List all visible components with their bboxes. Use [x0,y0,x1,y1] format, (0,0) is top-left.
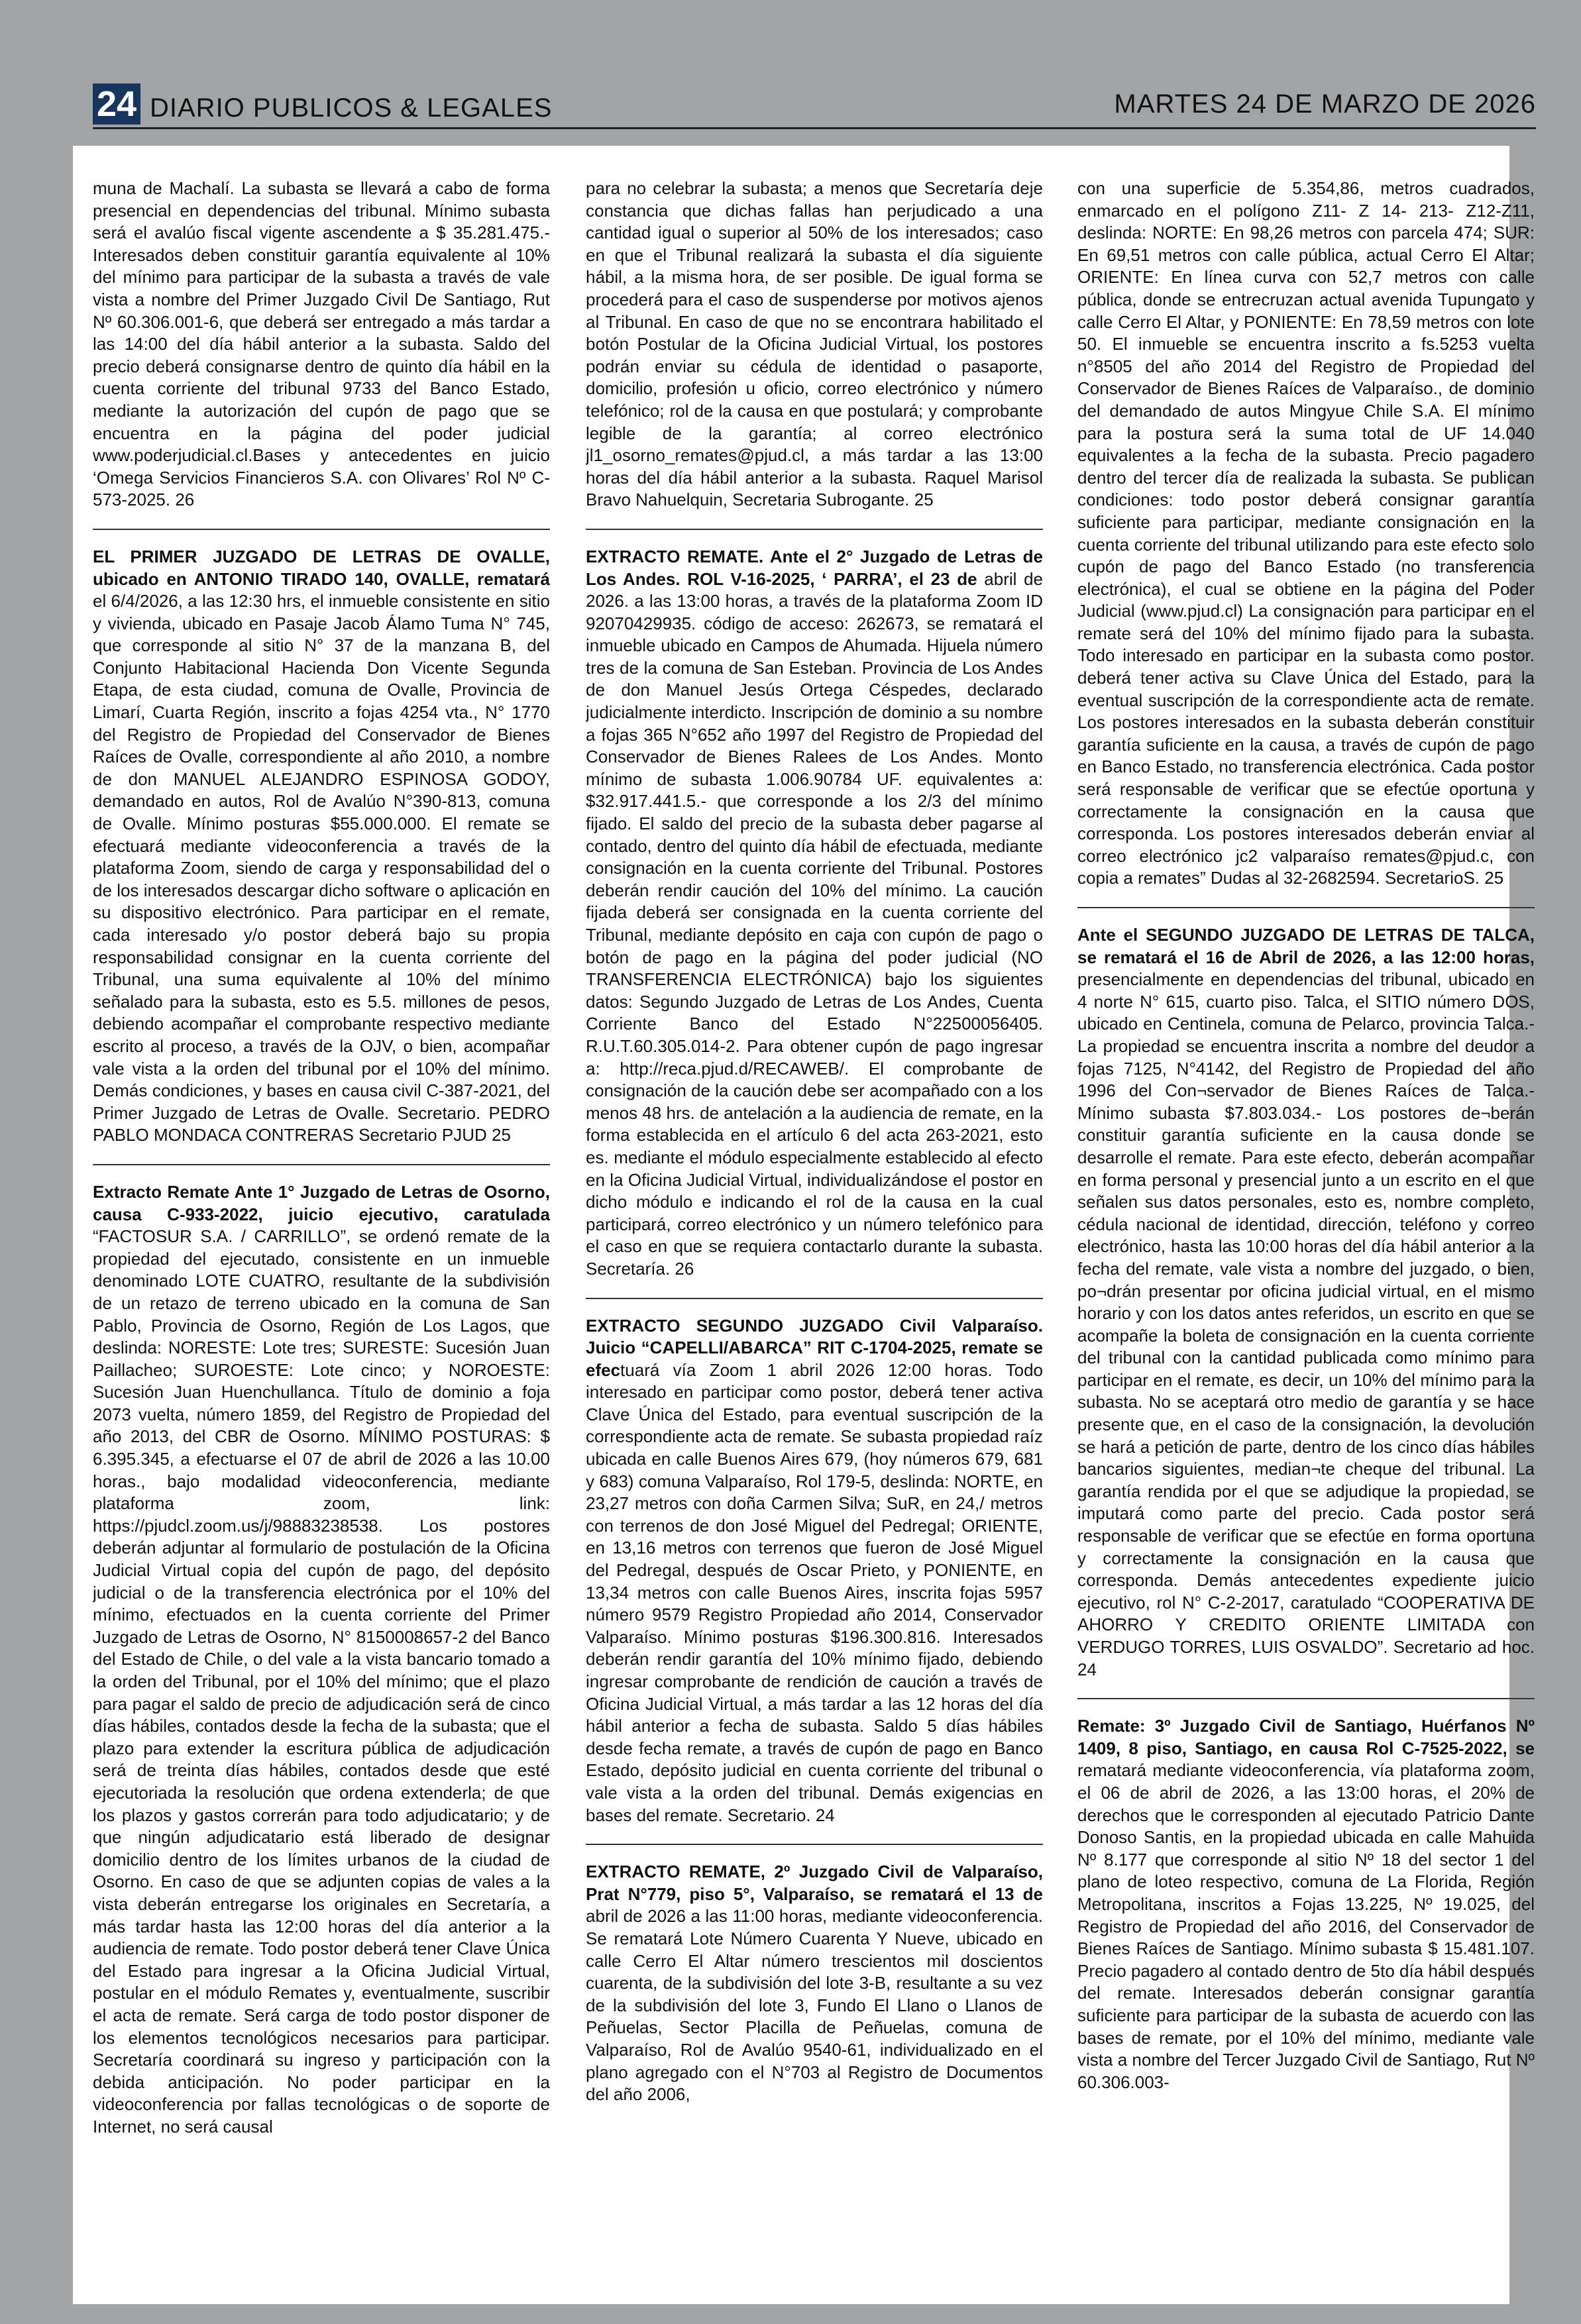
newspaper-name: DIARIO PUBLICOS & LEGALES [150,93,553,123]
notice-body: presencialmente en dependencias del tribunal, ubicado en 4 norte N° 615, cuarto piso. Talca, el SITIO número DOS, ubicado en Centinela, comuna de Pelarco, provincia Talca.- La propiedad se encuentra inscrita a nombre del deudor a fojas 7125, N°4142, del Registro de Propiedad del año 1996 del Con¬servador de Bienes Raíces de Talca.- Mínimo subasta $7.803.034.- Los postores de¬berán constituir garantía suficiente en la causa donde se desarrolle el remate. Para este efecto, deberán acompañar en forma personal y presencial junto a un escrito en el que señalen sus datos personales, esto es, nombre completo, cédula nacional de identidad, dirección, teléfono y correo electrónico, hasta las 10:00 horas del día hábil anterior a la fecha del remate, vale vista a nombre del juzgado, o bien, po¬drán presentar por oficina judicial virtual, en el mismo horario y con los datos antes referidos, un escrito en que se acompañe la boleta de consignación en la cuenta corriente del tribunal con la cantidad publicada como mínimo para participar en el remate, es decir, un 10% del mínimo para la subasta. No se aceptará otro medio de garantía y se hace presente que, en el caso de la consignación, la devolución se hará a petición de parte, dentro de los cinco días hábiles bancarios siguientes, median¬te cheque del tribunal. La garantía rendida por el que se adjudique la propiedad, se imputará como parte del precio. Cada postor será responsable de verificar que se efectúe en forma oportuna y correctamente la consignación en la causa que corresponda. Demás antecedentes expediente juicio ejecutivo, rol N° C-2-2017, caratulado “COOPERATIVA DE AHORRO Y CREDITO ORIENTE LIMITADA con VERDUGO TORRES, LUIS OSVALDO”. Secretario ad hoc. 24 [1077,969,1535,1679]
notice-lead: EXTRACTO SEGUNDO JUZGADO Civil Valparaíso. Juicio “CAPELLI/ABARCA” RIT C-1704-2025, remate se efec [586,1315,1043,1380]
notice-1-2 [93,529,550,1164]
column-1 [93,178,550,2291]
notice-3-2 [1077,907,1535,1698]
notice-2-4 [586,1844,1043,2123]
notice-body: para no celebrar la subasta; a menos que Secretaría deje constancia que dichas fallas han perjudicado a una cantidad igual o superior al 50% de los interesados; caso en que el Tribunal realizará la subasta el día siguiente hábil, a la misma hora, de ser posible. De igual forma se procederá para el caso de suspenderse por motivos ajenos al Tribunal. En caso de que no se encontrara habilitado el botón Postular de la Oficina Judicial Virtual, los postores podrán enviar su cédula de identidad o pasaporte, domicilio, profesión u oficio, correo electrónico y número telefónico; rol de la causa en que postulará; y comprobante legible de la garantía; al correo electrónico jl1_osorno_remates@pjud.cl, a más tardar a las 13:00 horas del día hábil anterior a la subasta. Raquel Marisol Bravo Nahuelquin, Secretaria Subrogante. 25 [586,178,1043,510]
notice-2-3 [586,1298,1043,1844]
notice-2-1 [586,178,1043,529]
notice-body: con una superficie de 5.354,86, metros cuadrados, enmarcado en el polígono Z11- Z 14- 213- Z12-Z11, deslinda: NORTE: En 98,26 metros con parcela 474; SUR: En 69,51 metros con calle pública, actual Cerro El Altar; ORIENTE: En línea curva con 52,7 metros con calle pública, donde se entrecruzan actual avenida Tupungato y calle Cerro El Altar, y PONIENTE: En 78,59 metros con lote 50. El inmueble se encuentra inscrito a fs.5253 vuelta n°8505 del año 2014 del Registro de Propiedad del Conservador de Bienes Raíces de Valparaíso., de dominio del demandado de autos Mingyue Chile S.A. El mínimo para la postura será la suma total de UF 14.040 equivalentes a la fecha de la subasta. Precio pagadero dentro del tercer día de realizada la subasta. Se publican condiciones: todo postor deberá consignar garantía suficiente para participar, mediante consignación en la cuenta corriente del tribunal utilizando para este efecto solo cupón de pago del Banco Estado (no transferencia electrónica), el cual se obtiene en la página del Poder Judicial (www.pjud.cl) La consignación para participar en el remate será del 10% del mínimo fijado para la subasta. Todo interesado en participar en la subasta como postor. deberá tener activa su Clave Única del Estado, para la eventual suscripción de la correspondiente acta de remate. Los postores interesados en la subasta deberán constituir garantía suficiente en la causa, a través de cupón de pago en Banco Estado, no transferencia electrónica. Cada postor será responsable de verificar que se efectúe oportuna y correctamente la consignación en la causa que corresponda. Los postores interesados deberán enviar al correo electrónico jc2 valparaíso remates@pjud.c, con copia a remates” Dudas al 32-2682594. SecretarioS. 25 [1077,178,1535,888]
notice-1-3 [93,1164,550,2156]
issue-date: MARTES 24 DE MARZO DE 2026 [1114,89,1536,119]
notice-3-1 [1077,178,1535,907]
notice-body: muna de Machalí. La subasta se llevará a cabo de forma presencial en dependencias del tribunal. Mínimo subasta será el avalúo fiscal vigente ascendente a $ 35.281.475.- Interesados deben constituir garantía equivalente al 10% del mínimo para participar de la subasta a través de vale vista a nombre del Primer Juzgado Civil De Santiago, Rut Nº 60.306.001-6, que deberá ser entregado a más tardar a las 14:00 del día hábil anterior a la subasta. Saldo del precio deberá consignarse dentro de quinto día hábil en la cuenta corriente del tribunal 9733 del Banco Estado, mediante la autorización del cupón de pago que se encuentra en la página del poder judicial www.poderjudicial.cl.Bases y antecedentes en juicio ‘Omega Servicios Financieros S.A. con Olivares’ Rol Nº C-573-2025. 26 [93,178,550,510]
page-number: 24 [93,83,140,125]
notice-body: abril de 2026 a las 11:00 horas, mediante videoconferencia. Se rematará Lote Número Cuarenta Y Nueve, ubicado en calle Cerro El Altar número trescientos mil doscientos cuarenta, de la subdivisión del lote 3-B, resultante a su vez de la subdivisión del lote 3, Fundo El Llano o Llanos de Peñuelas, Sector Placilla de Peñuelas, comuna de Valparaíso, Rol de Avalúo 9540-61, individualizado en el plano agregado con el N°703 al Registro de Documentos del año 2006, [586,1906,1043,2105]
column-3 [1077,178,1535,2291]
notice-lead: EXTRACTO REMATE. Ante el 2° Juzgado de Letras de Los Andes. ROL V-16-2025, ‘ PARRA’, el 23 de [586,546,1043,589]
notice-lead: Ante el SEGUNDO JUZGADO DE LETRAS DE TALCA, se rematará el 16 de Abril de 2026, a las 12:00 horas, [1077,925,1535,967]
notice-body: “FACTOSUR S.A. / CARRILLO”, se ordenó remate de la propiedad del ejecutado, consistente en un inmueble denominado LOTE CUATRO, resultante de la subdivisión de un retazo de terreno ubicado en la comuna de San Pablo, Provincia de Osorno, Región de Los Lagos, que deslinda: NORESTE: Lote tres; SURESTE: Sucesión Juan Paillacheo; SUROESTE: Lote cinco; y NOROESTE: Sucesión Juan Huenchullanca. Título de dominio a foja 2073 vuelta, número 1859, del Registro de Propiedad del año 2013, del CBR de Osorno. MÍNIMO POSTURAS: $ 6.395.345, a efectuarse el 07 de abril de 2026 a las 10.00 horas., bajo modalidad videoconferencia, mediante plataforma zoom, link: https://pjudcl.zoom.us/j/98883238538. Los postores deberán adjuntar al formulario de postulación de la Oficina Judicial Virtual copia del cupón de pago, del depósito judicial o de la transferencia electrónica por el 10% del mínimo, efectuados en la cuenta corriente del Primer Juzgado de Letras de Osorno, N° 8150008657-2 del Banco del Estado de Chile, o del vale a la vista bancario tomado a la orden del Tribunal, por el 10% del mínimo; que el plazo para pagar el saldo de precio de adjudicación será de cinco días hábiles, contados desde la fecha de la subasta; que el plazo para extender la escritura pública de adjudicación será de treinta días hábiles, contados desde que esté ejecutoriada la resolución que ordena extenderla; de que los plazos y gastos correrán para todo adjudicatario; y de que ningún adjudicatario está liberado de designar domicilio dentro de los límites urbanos de la ciudad de Osorno. En caso de que se adjunten copias de vales a la vista deberán entregarse los originales en Secretaría, a más tardar hasta las 12:00 horas del día anterior a la audiencia de remate. Todo postor deberá tener Clave Única del Estado para ingresar a la Oficina Judicial Virtual, postular en el módulo Remates y, eventualmente, suscribir el acta de remate. Será carga de todo postor disponer de los elementos tecnológicos necesarios para participar. Secretaría coordinará su ingreso y participación con la debida anticipación. No poder participar en la videoconferencia por fallas tecnológicas o de soporte de Internet, no será causal [93,1226,550,2137]
notice-2-2 [586,529,1043,1298]
notice-body: abril de 2026. a las 13:00 horas, a través de la plataforma Zoom ID 92070429935. código de acceso: 262673, se rematará el inmueble ubicado en Campos de Ahumada. Hijuela número tres de la comuna de San Esteban. Provincia de Los Andes de don Manuel Jesús Ortega Céspedes, declarado judicialmente interdicto. Inscripción de dominio a su nombre a fojas 365 N°652 año 1997 del Registro de Propiedad del Conservador de Bienes Ralees de Los Andes. Monto mínimo de subasta 1.006.90784 UF. equivalentes a: $32.917.441.5.- que corresponde a los 2/3 del mínimo fijado. El saldo del precio de la subasta deber pagarse al contado, dentro del quinto día hábil de efectuada, mediante consignación en la cuenta corriente del Tribunal. Postores deberán rendir caución del 10% del mínimo. La caución fijada deberá ser consignada en la cuenta corriente del Tribunal, mediante depósito en caja con cupón de pago o botón de pago en la página del poder judicial (NO TRANSFERENCIA ELECTRÓNICA) bajo los siguientes datos: Segundo Juzgado de Letras de Los Andes, Cuenta Corriente Banco del Estado N°22500056405. R.U.T.60.305.014-2. Para obtener cupón de pago ingresar a: http://reca.pjud.d/RECAWEB/. El comprobante de consignación de la caución debe ser acompañado con a los menos 48 hrs. de antelación a la audiencia de remate, en la forma establecida en el artículo 6 del acta 263-2021, esto es. mediante el módulo especialmente establecido al efecto en la Oficina Judicial Virtual, individualizándose el postor en dicho módulo e indicando el rol de la causa en la cual participará, correo electrónico y un número telefónico para el caso en que se requiera contactarlo durante la subasta. Secretaría. 26 [586,568,1043,1279]
notice-lead: EXTRACTO REMATE, 2º Juzgado Civil de Valparaíso, Prat N°779, piso 5°, Valparaíso, se rematará el 13 de [586,1862,1043,1904]
column-2 [586,178,1043,2291]
notice-lead: Extracto Remate Ante 1° Juzgado de Letras de Osorno, causa C-933-2022, juicio ejecutivo, caratulada [93,1181,550,1224]
notice-lead: Remate: 3º Juzgado Civil de Santiago, Huérfanos Nº 1409, 8 piso, Santiago, en causa Rol C-7525-2022, se [1077,1716,1535,1758]
notice-body: el 6/4/2026, a las 12:30 hrs, el inmueble consistente en sitio y vivienda, ubicado en Pasaje Jacob Álamo Tuma N° 745, que corresponde al sitio N° 37 de la manzana B, del Conjunto Habitacional Hacienda Don Vicente Segunda Etapa, de esta ciudad, comuna de Ovalle, Provincia de Limarí, Cuarta Región, inscrito a fojas 4254 vta., N° 1770 del Registro de Propiedad del Conservador de Bienes Raíces de Ovalle, correspondiente al año 2010, a nombre de don MANUEL ALEJANDRO ESPINOSA GODOY, demandado en autos, Rol de Avalúo N°390-813, comuna de Ovalle. Mínimo posturas $55.000.000. El remate se efectuará mediante videoconferencia a través de la plataforma Zoom, siendo de carga y responsabilidad del o de los interesados descargar dicho software o aplicación en su dispositivo electrónico. Para participar en el remate, cada interesado y/o postor deberá bajo su propia responsabilidad consignar en la cuenta corriente del Tribunal, una suma equivalente al 10% del mínimo señalado para la subasta, esto es 5.5. millones de pesos, debiendo acompañar el comprobante respectivo mediante escrito al proceso, a través de la OJV, o bien, acompañar vale vista a la orden del tribunal por el 10% del mínimo. Demás condiciones, y bases en causa civil C-387-2021, del Primer Juzgado de Letras de Ovalle. Secretario. PEDRO PABLO MONDACA CONTRERAS Secretario PJUD 25 [93,591,550,1145]
header-divider [93,127,1536,129]
notice-body: tuará vía Zoom 1 abril 2026 12:00 horas. Todo interesado en participar como postor, deberá tener activa Clave Única del Estado, para eventual suscripción de la correspondiente acta de remate. Se subasta propiedad raíz ubicada en calle Buenos Aires 679, (hoy números 679, 681 y 683) comuna Valparaíso, Rol 179-5, deslinda: NORTE, en 23,27 metros con doña Carmen Silva; SuR, en 24,/ metros con terrenos de don José Miguel del Pedregal; ORIENTE, en 13,16 metros con terrenos que fueron de José Miguel del Pedregal, después de Oscar Prieto, y PONIENTE, en 13,34 metros con calle Buenos Aires, inscrita fojas 5957 número 9579 Registro Propiedad año 2014, Conservador Valparaíso. Mínimo posturas $196.300.816. Interesados deberán rendir garantía del 10% mínimo fijado, debiendo ingresar comprobante de rendición de caución a través de Oficina Judicial Virtual, a más tardar a las 12 horas del día hábil anterior a fecha de subasta. Saldo 5 días hábiles desde fecha remate, a través de cupón de pago en Banco Estado, depósito judicial en cuenta corriente del tribunal o vale vista a la orden del tribunal. Demás exigencias en bases del remate. Secretario. 24 [586,1359,1043,1825]
notice-3-3 [1077,1698,1535,2111]
notice-1-1 [93,178,550,529]
notice-lead: EL PRIMER JUZGADO DE LETRAS DE OVALLE, ubicado en ANTONIO TIRADO 140, OVALLE, rematará [93,546,550,589]
notice-body: rematará mediante videoconferencia, vía plataforma zoom, el 06 de abril de 2026, a las 13:00 horas, el 20% de derechos que le corresponden al ejecutado Patricio Dante Donoso Santis, en la propiedad ubicada en calle Mahuida Nº 8.177 que corresponde al sitio Nº 18 del sector 1 del plano de loteo respectivo, comuna de La Florida, Región Metropolitana, inscritos a Fojas 13.225, Nº 19.025, del Registro de Propiedad del año 2016, del Conservador de Bienes Raíces de Santiago. Mínimo subasta $ 15.481.107. Precio pagadero al contado dentro de 5to día hábil después del remate. Interesados deberán consignar garantía suficiente para participar de la subasta de acuerdo con las bases de remate, por el 10% del mínimo, mediante vale vista a nombre del Tercer Juzgado Civil de Santiago, Rut Nº 60.306.003- [1077,1760,1535,2092]
page-header [93,83,1536,123]
